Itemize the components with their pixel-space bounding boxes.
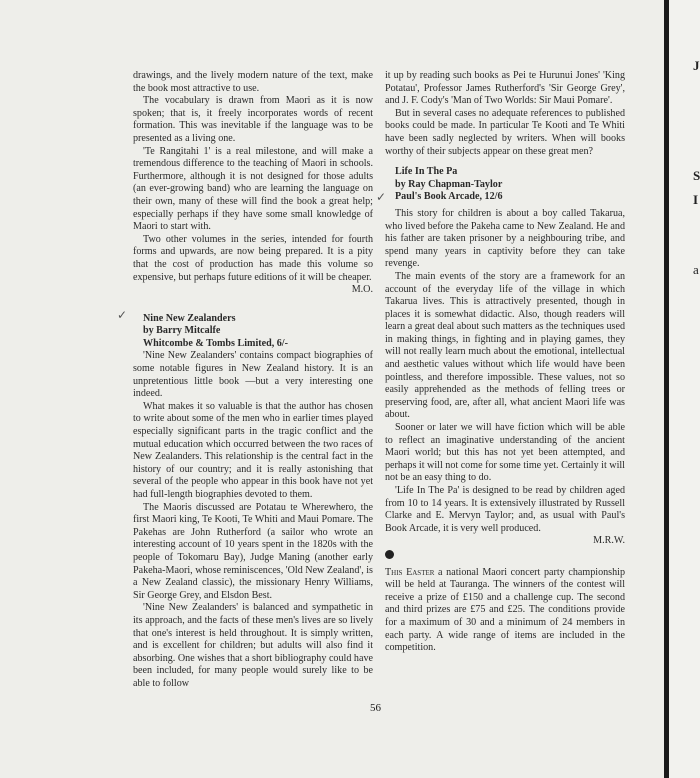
review-signature: M.O.: [351, 284, 373, 296]
paragraph: 'Te Rangitahi 1' is a real milestone, and will make a tremendous difference to the teaching of Maori in schools. Furthermore, although it is not designed for those adults (an ever-growing band) who are learning the language on their own, many of these will find the book a great help; especially perhaps if they have some small knowledge of Maori to start with.: [133, 145, 373, 233]
review-author: by Ray Chapman-Taylor: [395, 178, 503, 190]
paragraph: Two other volumes in the series, intended for fourth forms and upwards, are now being prepared. It is a pity that the cost of production has made this volume so expensive, but perhaps future editions of it will be cheaper.: [133, 233, 373, 283]
edge-fragment: S: [693, 168, 700, 183]
bullet-icon: [385, 550, 394, 559]
notice-lead: This Easter: [385, 566, 435, 578]
review-signature: M.R.W.: [593, 535, 625, 547]
review-author: by Barry Mitcalfe: [143, 325, 221, 337]
edge-fragment: a: [693, 262, 699, 277]
notice-paragraph: [385, 567, 625, 655]
page-number: 56: [370, 702, 381, 714]
paragraph: But in several cases no adequate references to published books could be made. In particular Te Kooti and Te Whiti have been sadly neglected by writers. When will books worthy of their subjects appear on these great men?: [385, 107, 625, 157]
notice-text: a national Maori concert party championship will be held at Tauranga. The winners of the contest will receive a prize of £150 and a challenge cup. The second and third prizes are £75 and £25. The conditions provide for a maximum of 30 and a minimum of 24 members in each party. A wide range of items are included in the competition.: [385, 566, 625, 654]
right-column: [385, 70, 625, 655]
paragraph: What makes it so valuable is that the author has chosen to write about some of the men who in earlier times played especially significant parts in the tragic conflict and the mutual education which occurred between the two races of New Zealanders. This relationship is the central fact in the history of our country; and it is really astonishing that several of the people who appear in this book have not yet had full-length biographies devoted to them.: [133, 400, 373, 500]
pencil-mark-icon: ✓: [376, 190, 387, 204]
adjacent-page-edge: [669, 0, 700, 778]
left-column: [133, 70, 373, 691]
pencil-mark-icon: ✓: [117, 308, 128, 322]
review-publisher: Whitcombe & Tombs Limited, 6/-: [143, 337, 288, 349]
paragraph: The vocabulary is drawn from Maori as it is now spoken; that is, it freely incorporates words of recent formation. This was inevitable if the language was to be presented as a living one.: [133, 95, 373, 144]
paragraph: 'Life In The Pa' is designed to be read by children aged from 10 to 14 years. It is extensively illustrated by Russell Clarke and E. Mervyn Taylor; and, as usual with Paul's Book Arcade, it is very well produced.: [385, 485, 625, 534]
paragraph: 'Nine New Zealanders' is balanced and sympathetic in its approach, and the facts of these men's lives are so lively that one's interest is held throughout. It is simply written, and is excellent for children; but adults will also find it absorbing. One wishes that a short bibliography could have been included, for many people would surely like to be able to follow: [133, 602, 373, 689]
spacer: [385, 158, 625, 166]
paragraph: it up by reading such books as Pei te Hurunui Jones' 'King Potatau', Professor James Rutherford's 'Sir George Grey', and J. F. Cody's 'Man of Two Worlds: Sir Maui Pomare'.: [385, 70, 625, 107]
paragraph: The Maoris discussed are Potatau te Wherewhero, the first Maori king, Te Kooti, Te Whiti and Maui Pomare. The Pakehas are John Rutherford (a sailor who wrote an interesting account of 10 years spent in the 1820s with the people of Tokomaru Bay), Judge Maning (another early Pakeha-Maori, whose reminiscences, 'Old New Zealand', is a New Zealand classic), the missionary Henry Williams, Sir George Grey, and Elsdon Best.: [133, 501, 373, 601]
paragraph: 'Nine New Zealanders' contains compact biographies of some notable figures in New Zealand history. It is an unpretentious little book —but a very interesting one indeed.: [133, 350, 373, 400]
paragraph: This story for children is about a boy called Takarua, who lived before the Pakeha came to New Zealand. He and his father are taken prisoner by a neighbouring tribe, and spend many years in captivity before they can take revenge.: [385, 207, 625, 270]
review-title: Life In The Pa: [395, 166, 458, 178]
edge-fragment: I: [693, 192, 699, 207]
edge-fragment: J: [693, 58, 700, 73]
review-title: Nine New Zealanders: [143, 312, 236, 324]
paragraph: The main events of the story are a framework for an account of the everyday life of the village in which Takarua lives. This is attractively presented, though in places it is somewhat didactic. Also, though readers will learn a great deal about such matters as the techniques used in making things, in fighting and in playing games, they will not really learn much about the emotional, intellectual and aesthetic values without which life would have been pointless, and therefore impossible. These values, not so easily apprehended as the methods of felling trees or preserving food, are, after all, what ancient Maori life was about.: [385, 270, 625, 421]
paragraph: drawings, and the lively modern nature of the text, make the book most attractive to use.: [133, 70, 373, 94]
spacer: [133, 297, 373, 313]
paragraph: Sooner or later we will have fiction which will be able to reflect an imaginative understanding of the ancient Maori world; but this has not yet been attempted, and perhaps it will not come for some time yet. Certainly it will not be an easy thing to do.: [385, 422, 625, 484]
review-publisher: Paul's Book Arcade, 12/6: [395, 191, 503, 203]
